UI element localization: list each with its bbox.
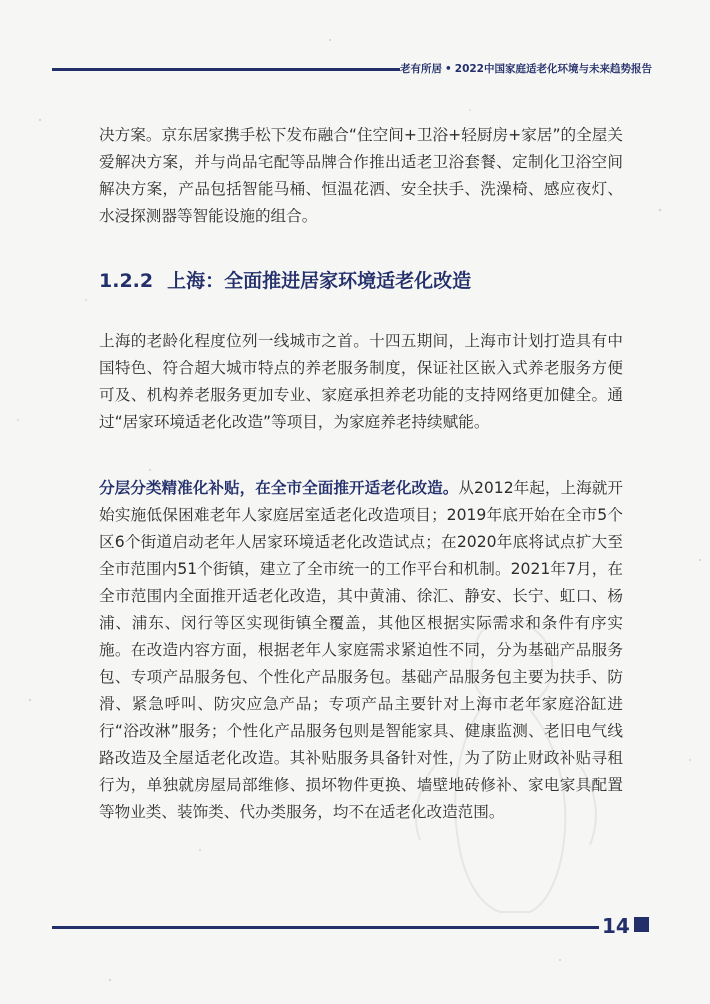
header-brand: 老有所居 — [400, 63, 443, 75]
paragraph-subsidy — [99, 475, 623, 826]
paragraph-subsidy-body: 从2012年起，上海就开始实施低保困难老年人家庭居室适老化改造项目；2019年底开始在全市5个区6个街道启动老年人居家环境适老化改造试点；在2020年底将试点扩大至全市范围内51个街镇，建立了全市统一的工作平台和机制。2021年7月，在全市范围内全面推开适老化改造，其中黄浦、徐汇、静安、长宁、虹口、杨浦、浦东、闵行等区实现街镇全覆盖，其他区根据实际需求和条件有序实施。在改造内容方面，根据老年人家庭需求紧迫性不同，分为基础产品服务包、专项产品服务包、个性化产品服务包。基础产品服务包主要为扶手、防滑、紧急呼叫、防灾应急产品；专项产品主要针对上海市老年家庭浴缸进行“浴改淋”服务；个性化产品服务包则是智能家具、健康监测、老旧电气线路改造及全屋适老化改造。其补贴服务具备针对性，为了防止财政补贴寻租行为，单独就房屋局部维修、损坏物件更换、墙壁地砖修补、家电家具配置等物业类、装饰类、代办类服务，均不在适老化改造范围。 — [99, 479, 623, 821]
paragraph-shanghai-overview: 上海的老龄化程度位列一线城市之首。十四五期间，上海市计划打造具有中国特色、符合超大城市特点的养老服务制度，保证社区嵌入式养老服务方便可及、机构养老服务更加专业、家庭承担养老功能的支持网络更加健全。通过“居家环境适老化改造”等项目，为家庭养老持续赋能。 — [99, 332, 623, 431]
header-report-title: 2022中国家庭适老化环境与未来趋势报告 — [454, 63, 652, 75]
page-header — [52, 62, 652, 78]
main-content — [99, 122, 623, 826]
section-title: 上海：全面推进居家环境适老化改造 — [167, 270, 472, 292]
paragraph-intro: 决方案。京东居家携手松下发布融合“住空间+卫浴+轻厨房+家居”的全屋关爱解决方案，并与尚品宅配等品牌合作推出适老卫浴套餐、定制化卫浴空间解决方案，产品包括智能马桶、恒温花洒、安全扶手、洗澡椅、感应夜灯、水浸探测器等智能设施的组合。 — [99, 126, 623, 225]
header-separator: • — [445, 63, 452, 75]
paragraph-subsidy-lead: 分层分类精准化补贴，在全市全面推开适老化改造。 — [99, 479, 459, 497]
page-number-square-icon — [634, 917, 649, 932]
footer-rule — [52, 926, 599, 929]
page-number: 14 — [602, 914, 630, 938]
header-title — [400, 62, 652, 76]
header-rule — [52, 68, 400, 71]
section-number: 1.2.2 — [99, 270, 154, 292]
section-heading — [99, 268, 623, 294]
